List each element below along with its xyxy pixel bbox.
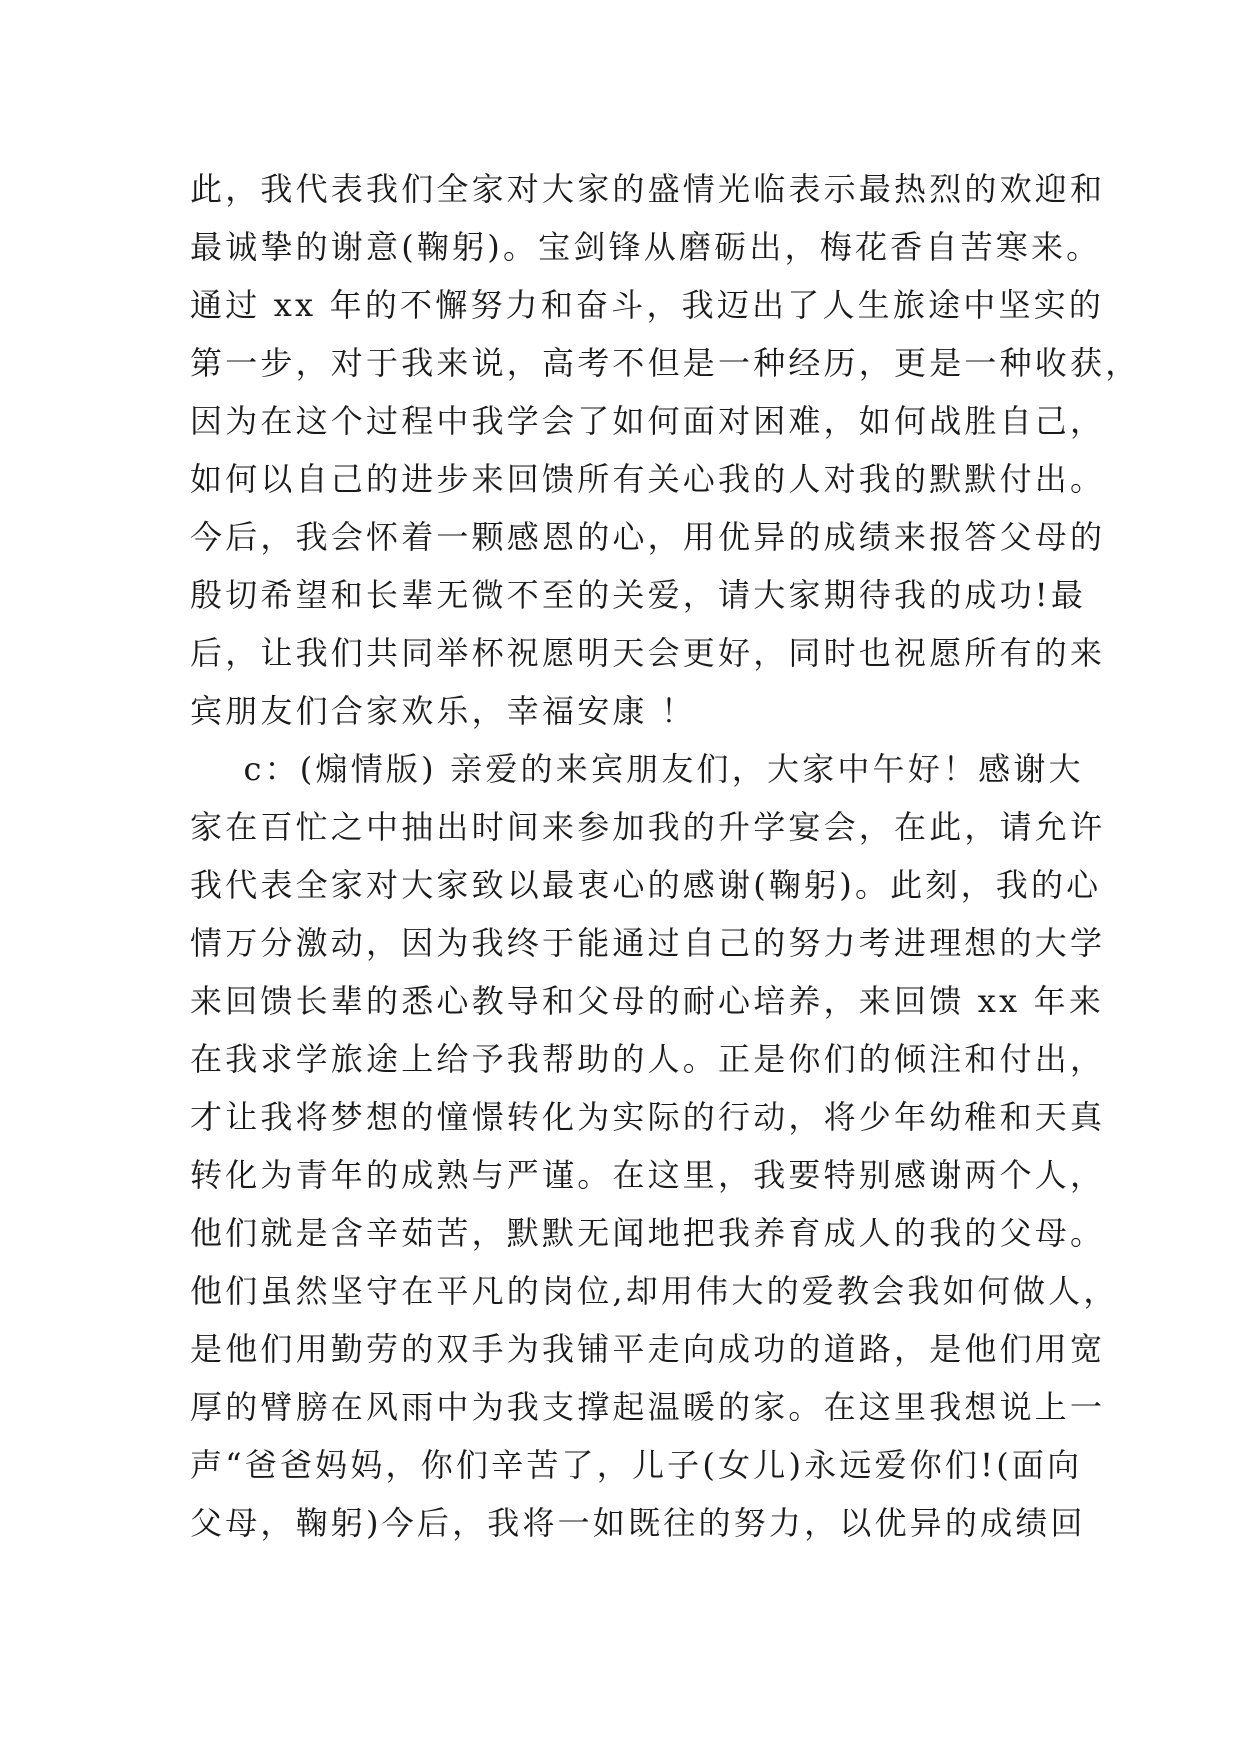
text-line: 在我求学旅途上给予我帮助的人。正是你们的倾注和付出，	[190, 1040, 1106, 1078]
text-line: 才让我将梦想的憧憬转化为实际的行动，将少年幼稚和天真	[190, 1098, 1106, 1136]
text-line: 如何以自己的进步来回馈所有关心我的人对我的默默付出。	[190, 460, 1106, 498]
text-line: 此，我代表我们全家对大家的盛情光临表示最热烈的欢迎和	[190, 170, 1106, 208]
text-line: 来回馈长辈的悉心教导和父母的耐心培养，来回馈 xx 年来	[190, 982, 1105, 1020]
text-line: 厚的臂膀在风雨中为我支撑起温暖的家。在这里我想说上一	[190, 1388, 1106, 1426]
text-line: 声“爸爸妈妈，你们辛苦了，儿子(女儿)永远爱你们!(面向	[190, 1446, 1083, 1484]
text-line: 后，让我们共同举杯祝愿明天会更好，同时也祝愿所有的来	[190, 634, 1106, 672]
text-line: 宾朋友们合家欢乐，幸福安康 ！	[190, 692, 697, 730]
text-line: 家在百忙之中抽出时间来参加我的升学宴会，在此，请允许	[190, 808, 1106, 846]
text-line: 他们就是含辛茹苦，默默无闻地把我养育成人的我的父母。	[190, 1214, 1106, 1252]
text-line: 情万分激动，因为我终于能通过自己的努力考进理想的大学	[190, 924, 1106, 962]
text-line: 转化为青年的成熟与严谨。在这里，我要特别感谢两个人，	[190, 1156, 1106, 1194]
text-line: 殷切希望和长辈无微不至的关爱，请大家期待我的成功!最	[190, 576, 1087, 614]
text-line: 最诚挚的谢意(鞠躬)。宝剑锋从磨砺出，梅花香自苦寒来。	[190, 228, 1102, 266]
text-line: 第一步，对于我来说，高考不但是一种经历，更是一种收获，	[190, 344, 1141, 382]
text-line: 是他们用勤劳的双手为我铺平走向成功的道路，是他们用宽	[190, 1330, 1106, 1368]
document-body	[190, 160, 1141, 1552]
text-line: 因为在这个过程中我学会了如何面对困难，如何战胜自己，	[190, 402, 1106, 440]
text-line: 通过 xx 年的不懈努力和奋斗，我迈出了人生旅途中坚实的	[190, 286, 1105, 324]
text-line: 今后，我会怀着一颗感恩的心，用优异的成绩来报答父母的	[190, 518, 1106, 556]
text-line: 父母，鞠躬)今后，我将一如既往的努力，以优异的成绩回	[190, 1504, 1086, 1542]
text-line: 我代表全家对大家致以最衷心的感谢(鞠躬)。此刻，我的心	[190, 866, 1102, 904]
text-line: c：(煽情版) 亲爱的来宾朋友们，大家中午好！感谢大	[190, 750, 1084, 788]
text-line: 他们虽然坚守在平凡的岗位,却用伟大的爱教会我如何做人，	[190, 1272, 1119, 1310]
